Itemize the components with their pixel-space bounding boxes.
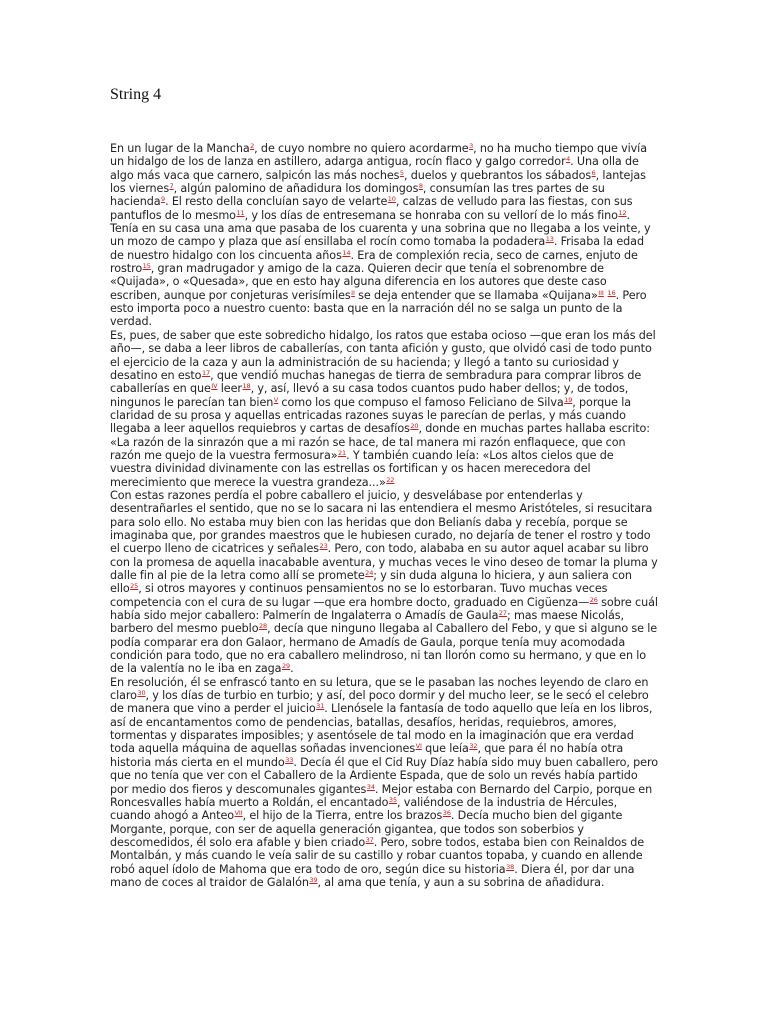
footnote-link[interactable]: 10 <box>387 195 396 204</box>
footnote-link[interactable]: 22 <box>386 475 395 484</box>
footnote-link[interactable]: 39 <box>309 875 318 884</box>
footnote-link[interactable]: 4 <box>566 155 571 164</box>
paragraph-text: . Frisaba la edad de nuestro hidalgo con los cincuenta años <box>110 235 644 262</box>
footnote-link[interactable]: 16 <box>607 288 616 297</box>
paragraph-text: , valiéndose de la industria de Hércules, cuando ahogó a Anteo <box>110 795 618 823</box>
paragraph-text: , decía que ninguno llegaba al Caballero del Febo, y que si alguno se le podía comparar era don Galaor, hermano de Amadís de Gaula, porque tenía muy acomodada condición para todo, que no era caballero melindroso, ni tan llorón como su hermano, y que en lo de la valentía no le iba en zaga <box>110 622 658 676</box>
paragraph-text: ; mas maese Nicolás, barbero del mesmo pueblo <box>110 609 624 636</box>
paragraph-text: . Pero, con todo, alababa en su autor aquel acabar su libro con la promesa de aquella inacabable aventura, y muchas veces le vino deseo de tomar la pluma y dalle fin al pie de la letra como allí se promete <box>110 542 658 582</box>
footnote-link[interactable]: VII <box>234 809 243 818</box>
footnote-link[interactable]: 21 <box>338 448 347 457</box>
paragraph-text: , de cuyo nombre no quiero acordarme <box>254 142 469 155</box>
footnote-link[interactable]: 3 <box>469 142 474 150</box>
paragraph-text: . Decía mucho bien del gigante Morgante, porque, con ser de aquella generación gigantea, que todos son soberbios y descomedidos, él solo era afable y bien criado <box>110 809 623 849</box>
footnote-link[interactable]: 8 <box>418 182 423 191</box>
footnote-link[interactable]: 37 <box>365 835 374 844</box>
paragraph-text: , si otros mayores y continuos pensamientos no se lo estorbaran. Tuvo muchas veces competencia con el cura de su lugar —que era hombre docto, graduado en Cigüenza— <box>110 582 608 609</box>
paragraph-text: En resolución, él se enfrascó tanto en su letura, que se le pasaban las noches leyendo de claro en claro <box>110 675 649 703</box>
footnote-link[interactable]: IV <box>211 382 218 391</box>
paragraph-text: . Pero, sobre todos, estaba bien con Reinaldos de Montalbán, y más cuando le veía salir de su castillo y robar cuantos topaba, y cuando en allende robó aquel ídolo de Mahoma que era todo de oro, según dice su historia <box>110 835 645 876</box>
footnote-link[interactable]: 18 <box>242 382 251 391</box>
footnote-link[interactable]: 26 <box>589 595 598 604</box>
paragraph-text: como los que compuso el famoso Feliciano de Silva <box>278 395 564 409</box>
paragraph-text: En un lugar de la Mancha <box>110 142 250 155</box>
paragraph-text: , duelos y quebrantos los sábados <box>403 168 592 182</box>
footnote-link[interactable]: 30 <box>137 689 146 698</box>
footnote-link[interactable]: 33 <box>285 755 294 764</box>
paragraph <box>110 329 658 489</box>
paragraph-text: , donde en muchas partes hallaba escrito: «La razón de la sinrazón que a mi razón se hace, de tal manera mi razón enflaquece, que con razón me quejo de la vuestra fermosura» <box>110 422 650 462</box>
footnote-link[interactable]: 15 <box>142 262 151 271</box>
paragraph-text: , que vendió muchas hanegas de tierra de sembradura para comprar libros de caballerías en que <box>110 368 642 396</box>
paragraph-text: . Mejor estaba con Bernardo del Carpio, porque en Roncesvalles había muerto a Roldán, el encantado <box>110 782 653 809</box>
footnote-link[interactable]: 31 <box>316 702 325 711</box>
footnote-link[interactable]: VI <box>415 742 422 751</box>
paragraph-text: , al ama que tenía, y aun a su sobrina de añadidura. <box>317 875 605 889</box>
footnote-link[interactable]: 12 <box>618 208 627 217</box>
paragraph-text: . Tenía en su casa una ama que pasaba de los cuarenta y una sobrina que no llegaba a los veinte, y un mozo de campo y plaza que así ensillaba el rocín como tomaba la podadera <box>110 208 651 249</box>
footnote-link[interactable]: 35 <box>388 795 398 804</box>
paragraph-text: , porque la claridad de su prosa y aquellas entricadas razones suyas le parecían de perlas, y más cuando llegaba a leer aquellos requiebros y cartas de desafíos <box>110 395 632 436</box>
paragraph-text: , lantejas los viernes <box>110 168 646 196</box>
paragraph-text: , consumían las tres partes de su hacienda <box>110 182 605 209</box>
paragraph-text: leer <box>217 382 242 396</box>
paragraph-text: se deja entender que se llamaba «Quijana» <box>354 288 598 302</box>
paragraph-text: . El resto della concluían sayo de velarte <box>165 195 388 209</box>
document-title: String 4 <box>110 86 162 103</box>
footnote-link[interactable]: 34 <box>366 782 375 791</box>
paragraph-text: que leía <box>421 742 469 756</box>
footnote-link[interactable]: 14 <box>342 248 351 257</box>
footnote-link[interactable]: 5 <box>399 168 404 177</box>
footnote-link[interactable]: III <box>598 288 604 297</box>
paragraph-text: , calzas de velludo para las fiestas, con sus pantuflos de lo mesmo <box>110 195 633 222</box>
footnote-link[interactable]: 25 <box>130 582 139 591</box>
paragraph-text: . Una olla de algo más vaca que carnero, salpicón las más noches <box>110 155 639 182</box>
paragraph-text: Con estas razones perdía el pobre caballero el juicio, y desvelábase por entenderlas y desentrañarles el sentido, que no se lo sacara ni las entendiera el mesmo Aristóteles, si resucitara para solo ello. No estaba muy bien con las heridas que don Belianís daba y recebía, porque se imaginaba que, por grandes maestros que le hubiesen curado, no dejaría de tener el rostro y todo el cuerpo lleno de cicatrices y señales <box>110 488 653 556</box>
footnote-link[interactable]: 19 <box>564 395 573 404</box>
footnote-link[interactable]: II <box>351 288 355 297</box>
paragraph-text: , gran madrugador y amigo de la caza. Quieren decir que tenía el sobrenombre de «Quijada», o «Quesada», que en esto hay alguna diferencia en los autores que deste caso escriben, aunque por conjeturas verisímiles <box>110 262 607 302</box>
paragraph-text: . Diera él, por dar una mano de coces al traidor de Galalón <box>110 862 635 889</box>
footnote-link[interactable]: 17 <box>201 368 211 377</box>
footnote-link[interactable]: 28 <box>258 622 268 631</box>
footnote-link[interactable]: 38 <box>506 862 515 871</box>
paragraph <box>110 676 658 890</box>
paragraph-text: , y, así, llevó a su casa todos cuantos pudo haber dellos; y, de todos, ningunos le parecían tan bien <box>110 382 629 409</box>
paragraph-text: , y los días de turbio en turbio; y así, del poco dormir y del mucho leer, se le secó el celebro de manera que vino a perder el juicio <box>110 689 649 716</box>
footnote-link[interactable]: 27 <box>498 609 507 618</box>
paragraph-text: . <box>290 662 294 676</box>
footnote-link[interactable]: 9 <box>161 195 166 204</box>
footnote-link[interactable]: 24 <box>365 569 374 577</box>
paragraph-text: . Llenósele la fantasía de todo aquello que leía en los libros, así de encantamentos como de pendencias, batallas, desafíos, heridas, requiebros, amores, tormentas y disparates imposibles; y asentósele de tal modo en la imaginación que era verdad toda aquella máquina de aquellas soñadas invenciones <box>110 702 653 756</box>
footnote-link[interactable]: 36 <box>442 809 451 818</box>
footnote-link[interactable]: 2 <box>250 142 255 150</box>
paragraph-text: sobre cuál había sido mejor caballero: Palmerín de Ingalaterra o Amadís de Gaula <box>110 595 658 623</box>
paragraph-text: ; y sin duda alguna lo hiciera, y aun saliera con ello <box>110 569 632 596</box>
footnote-link[interactable]: V <box>273 395 279 404</box>
paragraph <box>110 142 658 329</box>
paragraph-text: , algún palomino de añadidura los domingos <box>173 182 419 196</box>
paragraph-text: , y los días de entresemana se honraba con su vellorí de lo más fino <box>244 208 618 222</box>
paragraph-text: , el hijo de la Tierra, entre los brazos <box>242 809 443 823</box>
footnote-link[interactable]: 32 <box>469 742 478 751</box>
paragraph-text: . Era de complexión recia, seco de carnes, enjuto de rostro <box>110 248 638 276</box>
paragraph-text: , no ha mucho tiempo que vivía un hidalgo de los de lanza en astillero, adarga antigua, rocín flaco y galgo corredor <box>110 142 647 169</box>
footnote-link[interactable]: 7 <box>169 182 174 191</box>
paragraph-text: . Pero esto importa poco a nuestro cuento: basta que en la narración dél no se salga un punto de la verdad. <box>110 288 647 329</box>
footnote-link[interactable]: 23 <box>319 542 328 551</box>
paragraph-text: , que para él no había otra historia más cierta en el mundo <box>110 742 624 769</box>
paragraph-text: . Y también cuando leía: «Los altos cielos que de vuestra divinidad divinamente con las estrellas os fortifican y os hacen merecedora del merecimiento que merece la vuestra grandeza...» <box>110 448 614 489</box>
document-body <box>110 142 658 889</box>
footnote-link[interactable]: 29 <box>281 662 291 671</box>
paragraph <box>110 489 658 676</box>
paragraph-text: . Decía él que el Cid Ruy Díaz había sido muy buen caballero, pero que no tenía que ver con el Caballero de la Ardiente Espada, que de solo un revés había partido por medio dos fieros y descomunales gigantes <box>110 755 659 796</box>
paragraph-text: Es, pues, de saber que este sobredicho hidalgo, los ratos que estaba ocioso —que eran los más del año—, se daba a leer libros de caballerías, con tanta afición y gusto, que olvidó casi de todo punto el ejercicio de la caza y aun la administración de su hacienda; y llegó a tanto su curiosidad y desatino en esto <box>110 328 656 382</box>
footnote-link[interactable]: 11 <box>236 208 245 217</box>
footnote-link[interactable]: 13 <box>545 235 554 244</box>
footnote-link[interactable]: 6 <box>591 168 596 177</box>
footnote-link[interactable]: 20 <box>410 422 419 431</box>
